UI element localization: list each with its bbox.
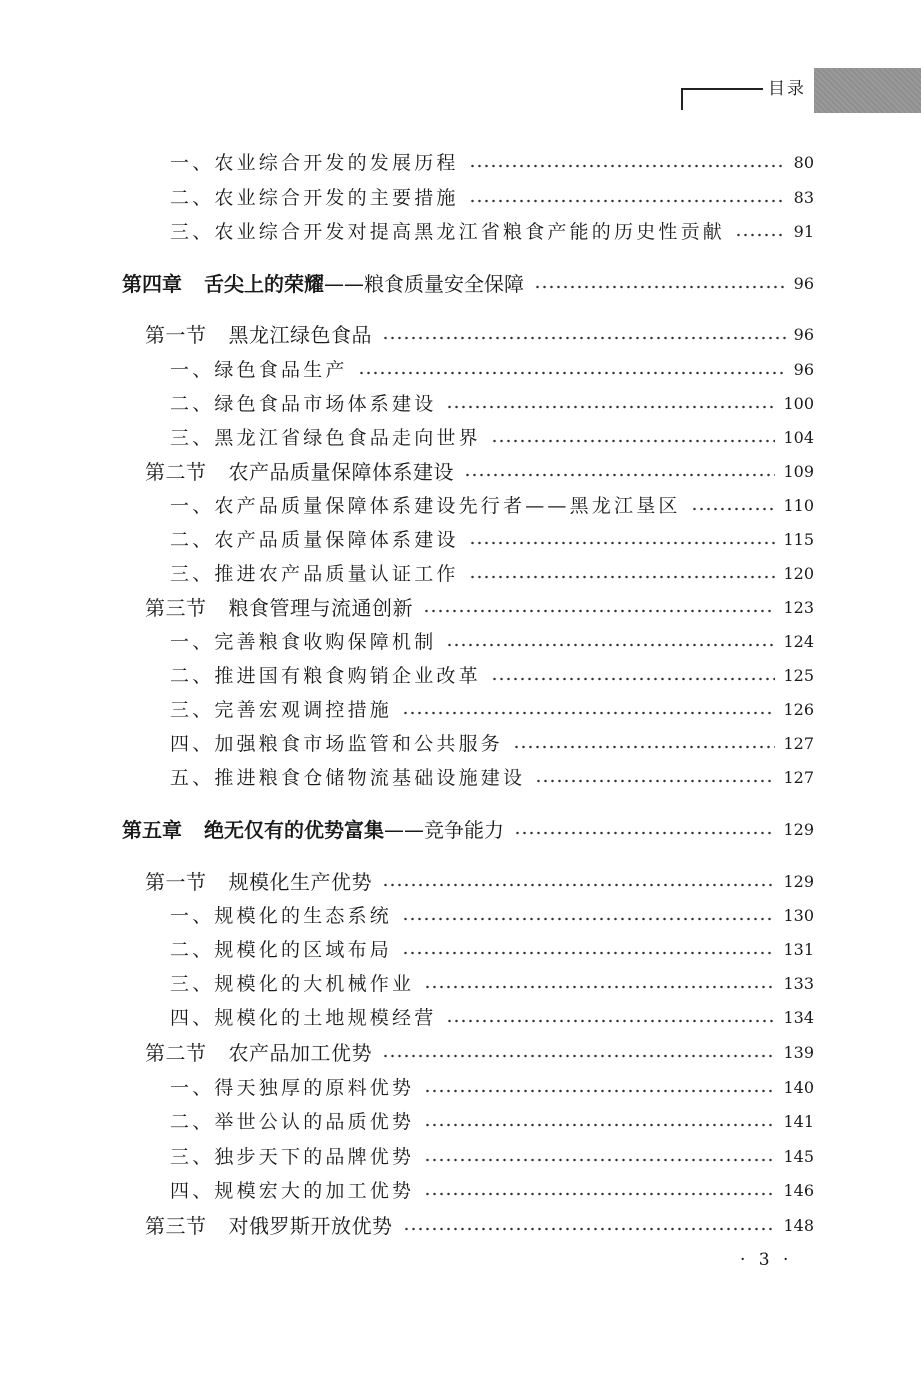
toc-item: [0, 525, 921, 555]
toc-item: [0, 423, 921, 453]
toc-entry-title: 二、绿色食品市场体系建设: [170, 393, 437, 415]
toc-item: [0, 661, 921, 691]
dot-leader: [514, 831, 775, 835]
section-label: 第三节: [145, 596, 207, 620]
toc-section: [0, 320, 921, 350]
toc-item: [0, 148, 921, 178]
toc-page-number: 96: [793, 360, 814, 379]
section-title: 粮食管理与流通创新: [228, 596, 413, 620]
chapter-title: 舌尖上的荣耀: [204, 272, 324, 296]
toc-entry-title: 三、黑龙江省绿色食品走向世界: [170, 427, 481, 449]
dot-leader: [382, 883, 775, 887]
dot-leader: [469, 541, 775, 545]
section-label: 第三节: [145, 1214, 207, 1238]
toc-entry-title: 二、推进国有粮食购销企业改革: [170, 665, 481, 687]
toc-page-number: 133: [783, 974, 814, 993]
dot-leader: [382, 336, 786, 340]
toc-page-number: 129: [783, 820, 814, 839]
toc-page-number: 110: [783, 496, 814, 515]
toc-item: [0, 695, 921, 725]
chapter-subtitle: ——竞争能力: [384, 818, 504, 842]
toc-page-number: 83: [793, 188, 814, 207]
toc-page-number: 120: [783, 564, 814, 583]
toc-entry-title: 一、农产品质量保障体系建设先行者——黑龙江垦区: [170, 495, 681, 517]
dot-leader: [469, 164, 786, 168]
toc-page-number: 96: [793, 325, 814, 344]
toc-section: [0, 1211, 921, 1241]
dot-leader: [735, 233, 786, 237]
toc-entry-title: [145, 593, 413, 623]
dot-leader: [691, 507, 775, 511]
toc-page-number: 141: [783, 1112, 814, 1131]
dot-leader: [513, 745, 775, 749]
toc-entry-title: 一、绿色食品生产: [170, 359, 348, 381]
toc-page-number: 125: [783, 666, 814, 685]
toc-item: [0, 217, 921, 247]
toc-entry-title: 一、得天独厚的原料优势: [170, 1077, 415, 1099]
toc-page-number: 127: [783, 768, 814, 787]
toc-page-number: 126: [783, 700, 814, 719]
dot-leader: [402, 711, 775, 715]
toc-entry-title: 三、农业综合开发对提高黑龙江省粮食产能的历史性贡献: [170, 221, 726, 243]
toc-entry-title: [122, 269, 524, 299]
dot-leader: [424, 1089, 775, 1093]
toc-page-number: 100: [783, 394, 814, 413]
toc-item: [0, 355, 921, 385]
toc-entry-title: [145, 1038, 372, 1068]
dot-leader: [424, 1192, 775, 1196]
section-title: 农产品质量保障体系建设: [228, 460, 454, 484]
toc-page-number: 91: [793, 222, 814, 241]
dot-leader: [403, 1227, 775, 1231]
dot-leader: [469, 575, 775, 579]
toc-item: [0, 627, 921, 657]
dot-leader: [424, 1123, 775, 1127]
toc-page-number: 96: [793, 274, 814, 293]
chapter-title: 绝无仅有的优势富集: [204, 818, 384, 842]
toc-page-number: 80: [793, 153, 814, 172]
toc-entry-title: [145, 320, 372, 350]
toc-section: [0, 867, 921, 897]
toc-entry-title: 二、规模化的区域布局: [170, 939, 393, 961]
toc-page-number: 139: [783, 1043, 814, 1062]
toc-chapter: [0, 269, 921, 299]
toc-section: [0, 1038, 921, 1068]
toc-section: [0, 457, 921, 487]
toc-entry-title: 四、规模化的土地规模经营: [170, 1007, 437, 1029]
dot-leader: [491, 677, 775, 681]
toc-entry-title: 四、加强粮食市场监管和公共服务: [170, 733, 504, 755]
toc-section: [0, 593, 921, 623]
dot-leader: [446, 405, 775, 409]
toc-item: [0, 1142, 921, 1172]
dot-leader: [446, 643, 775, 647]
chapter-subtitle: ——粮食质量安全保障: [324, 272, 524, 296]
section-label: 第一节: [145, 870, 207, 894]
dot-leader: [358, 371, 786, 375]
toc-chapter: [0, 815, 921, 845]
section-title: 规模化生产优势: [228, 870, 372, 894]
thumb-index-tab: [814, 68, 921, 113]
header-rule-vertical: [681, 88, 683, 110]
toc-page-number: 123: [783, 598, 814, 617]
dot-leader: [469, 199, 786, 203]
dot-leader: [402, 917, 775, 921]
running-header-title: 目录: [768, 79, 806, 99]
toc-page-number: 104: [783, 428, 814, 447]
toc-entry-title: [145, 1211, 393, 1241]
section-title: 对俄罗斯开放优势: [228, 1214, 393, 1238]
dot-leader: [423, 609, 775, 613]
toc-page-number: 109: [783, 462, 814, 481]
header-rule-horizontal: [681, 88, 763, 90]
dot-leader: [402, 951, 775, 955]
toc-page-number: 115: [783, 530, 814, 549]
toc-item: [0, 935, 921, 965]
toc-entry-title: [145, 457, 454, 487]
dot-leader: [491, 439, 775, 443]
toc-entry-title: 三、推进农产品质量认证工作: [170, 563, 459, 585]
dot-leader: [424, 1158, 775, 1162]
chapter-label: 第四章: [122, 272, 182, 296]
dot-leader: [446, 1019, 775, 1023]
toc-item: [0, 729, 921, 759]
dot-leader: [535, 779, 775, 783]
toc-entry-title: 三、完善宏观调控措施: [170, 699, 393, 721]
toc-entry-title: 一、规模化的生态系统: [170, 905, 393, 927]
chapter-label: 第五章: [122, 818, 182, 842]
section-label: 第一节: [145, 323, 207, 347]
toc-entry-title: 一、农业综合开发的发展历程: [170, 152, 459, 174]
toc-item: [0, 1003, 921, 1033]
dot-leader: [464, 473, 775, 477]
toc-entry-title: 二、农产品质量保障体系建设: [170, 529, 459, 551]
toc-item: [0, 763, 921, 793]
toc-item: [0, 1073, 921, 1103]
section-title: 农产品加工优势: [228, 1041, 372, 1065]
toc-entry-title: 四、规模宏大的加工优势: [170, 1180, 415, 1202]
toc-page-number: 131: [783, 940, 814, 959]
toc-item: [0, 183, 921, 213]
toc-entry-title: 三、规模化的大机械作业: [170, 973, 415, 995]
toc-entry-title: 一、完善粮食收购保障机制: [170, 631, 437, 653]
toc-entry-title: 五、推进粮食仓储物流基础设施建设: [170, 767, 526, 789]
dot-leader: [382, 1054, 775, 1058]
page-number: · 3 ·: [740, 1250, 793, 1270]
section-label: 第二节: [145, 460, 207, 484]
toc-item: [0, 559, 921, 589]
toc-page-number: 130: [783, 906, 814, 925]
toc-page-number: 129: [783, 872, 814, 891]
toc-item: [0, 1107, 921, 1137]
toc-entry-title: [145, 867, 372, 897]
toc-item: [0, 491, 921, 521]
toc-entry-title: [122, 815, 504, 845]
toc-page-number: 124: [783, 632, 814, 651]
toc-item: [0, 1176, 921, 1206]
toc-page-number: 127: [783, 734, 814, 753]
dot-leader: [534, 285, 786, 289]
section-title: 黑龙江绿色食品: [228, 323, 372, 347]
toc-page-number: 140: [783, 1078, 814, 1097]
toc-page-number: 145: [783, 1147, 814, 1166]
toc-entry-title: 二、举世公认的品质优势: [170, 1111, 415, 1133]
toc-item: [0, 969, 921, 999]
dot-leader: [424, 985, 775, 989]
toc-entry-title: 二、农业综合开发的主要措施: [170, 187, 459, 209]
toc-item: [0, 389, 921, 419]
toc-page-number: 148: [783, 1216, 814, 1235]
toc-page-number: 134: [783, 1008, 814, 1027]
section-label: 第二节: [145, 1041, 207, 1065]
toc-item: [0, 901, 921, 931]
toc-entry-title: 三、独步天下的品牌优势: [170, 1146, 415, 1168]
toc-page-number: 146: [783, 1181, 814, 1200]
